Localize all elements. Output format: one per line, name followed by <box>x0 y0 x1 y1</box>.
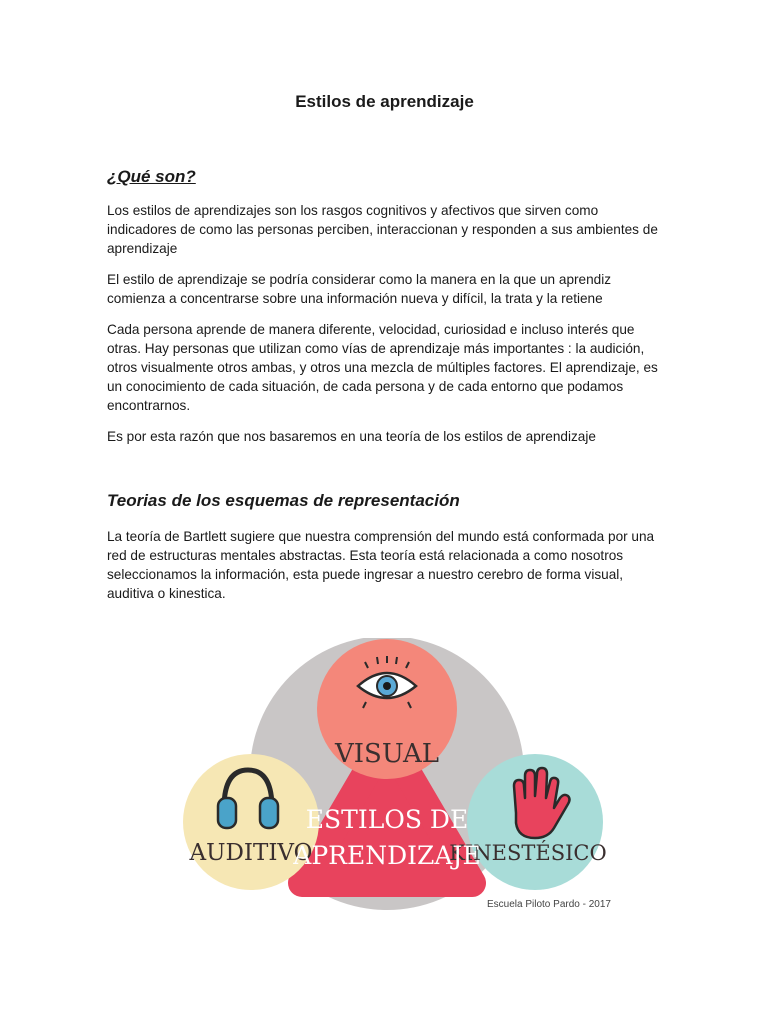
center-label-line1: ESTILOS DE <box>305 805 469 834</box>
paragraph: Es por esta razón que nos basaremos en una teoría de los estilos de aprendizaje <box>107 429 596 444</box>
paragraph: Cada persona aprende de manera diferente, velocidad, curiosidad e incluso interés que otras. Hay personas que utilizan como vías de aprendizaje más importantes : la audición, otros visualmente otros ambas, y otros una mezcla de múltiples factores. El aprendizaje, es un conocimiento de cada situación, de cada persona y de cada entorno que podamos encontrarnos. <box>107 322 658 413</box>
section-heading-teorias: Teorias de los esquemas de representación <box>107 491 460 510</box>
visual-label: VISUAL <box>334 739 440 769</box>
center-label-line2: APRENDIZAJE <box>293 841 481 870</box>
paragraph: El estilo de aprendizaje se podría considerar como la manera en la que un aprendiz comienza a concentrarse sobre una información nueva y difícil, la trata y la retiene <box>107 272 612 306</box>
auditivo-label: AUDITIVO <box>189 840 313 866</box>
paragraph: Los estilos de aprendizajes son los rasgos cognitivos y afectivos que sirven como indicadores de como las personas perciben, interaccionan y responden a sus ambientes de aprendizaje <box>107 203 658 256</box>
learning-styles-diagram <box>180 638 620 914</box>
document-title: Estilos de aprendizaje <box>295 92 474 111</box>
section-heading-que-son: ¿Qué son? <box>107 167 196 186</box>
paragraph: La teoría de Bartlett sugiere que nuestra comprensión del mundo está conformada por una red de estructuras mentales abstractas. Esta teoría está relacionada a como nosotros seleccionamos la información, esta puede ingresar a nuestro cerebro de forma visual, auditiva o kinestica. <box>107 529 655 601</box>
figure-caption: Escuela Piloto Pardo - 2017 <box>487 899 611 910</box>
kinestesico-label: KINESTÉSICO <box>449 841 607 865</box>
learning-styles-figure <box>180 638 620 914</box>
